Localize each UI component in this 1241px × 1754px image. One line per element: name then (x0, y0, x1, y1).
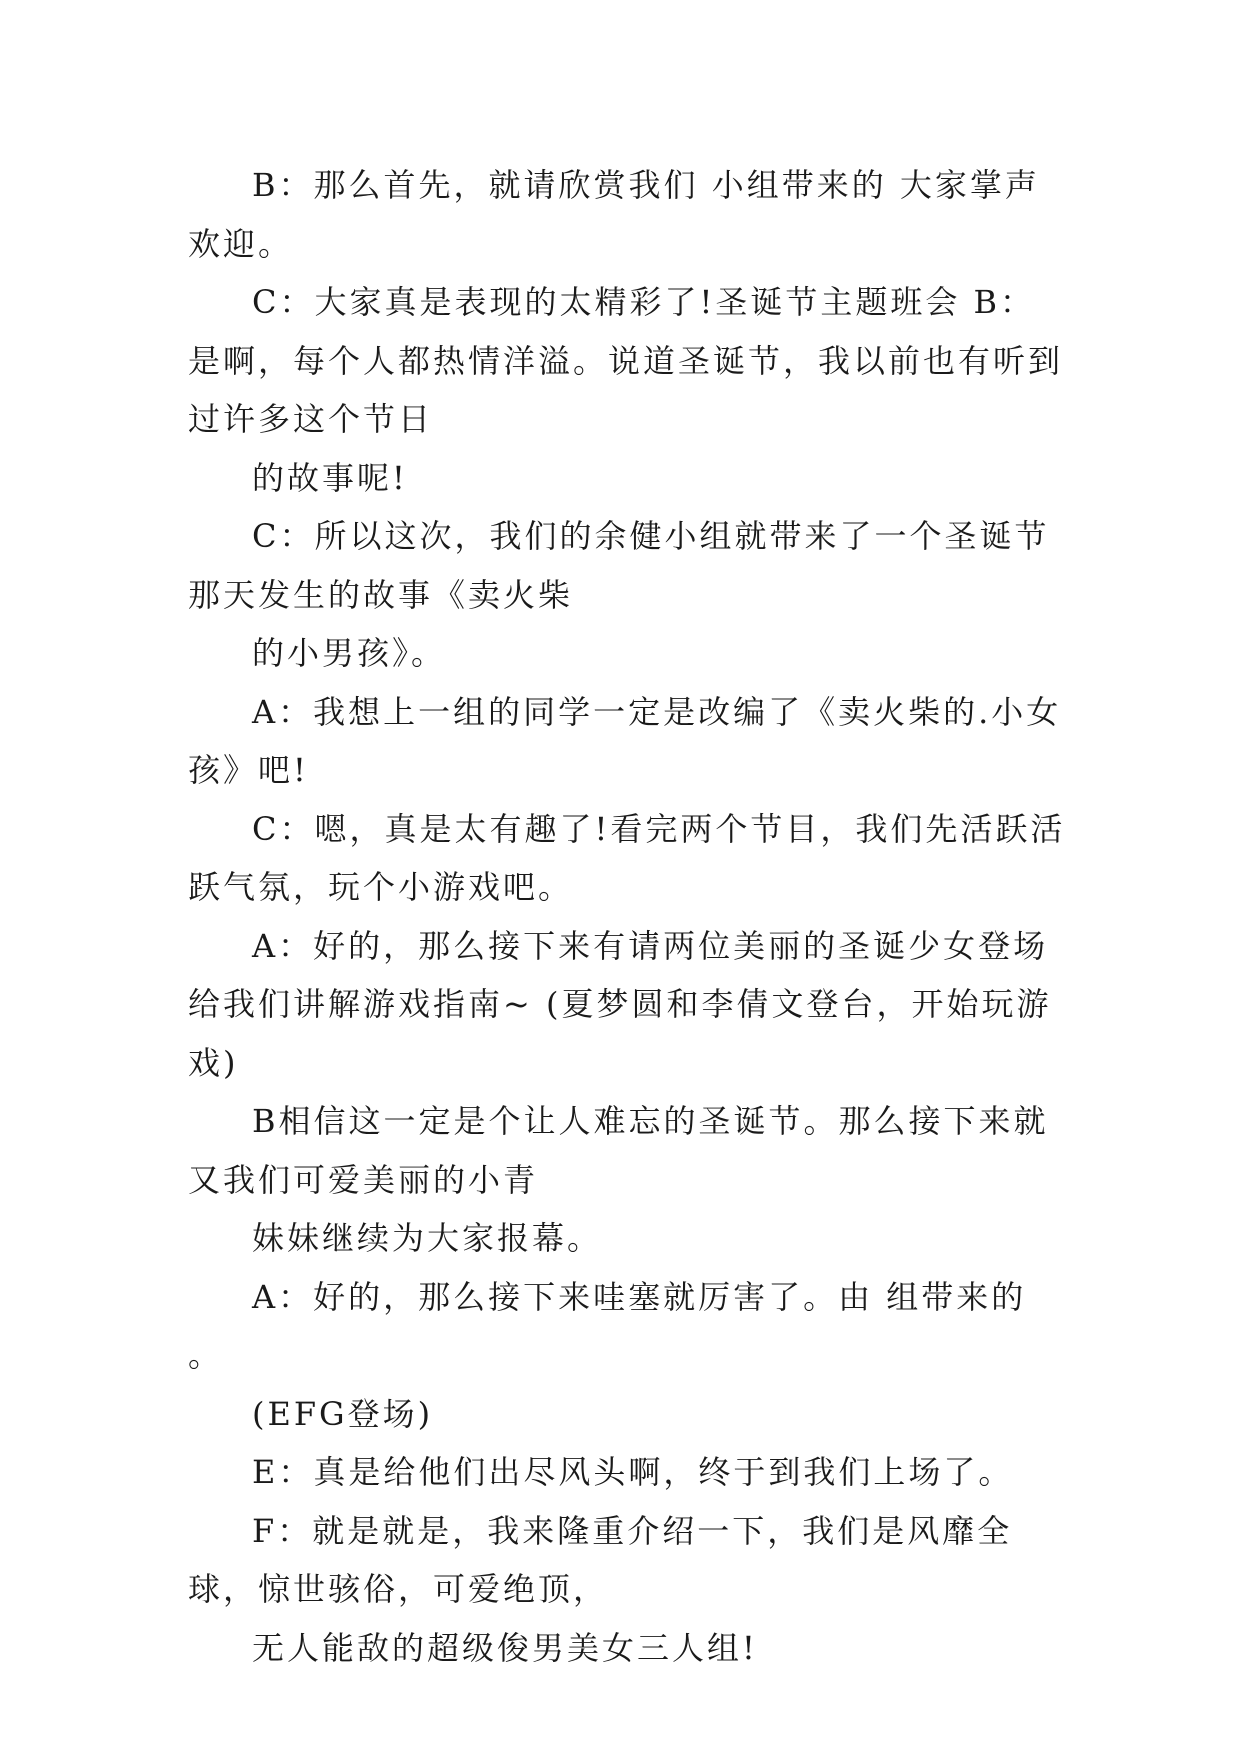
paragraph: 的故事呢! (252, 458, 408, 497)
document-body (188, 156, 1068, 1677)
paragraph: 无人能敌的超级俊男美女三人组! (252, 1628, 758, 1667)
paragraph: (EFG登场) (252, 1394, 434, 1433)
paragraph: E：真是给他们出尽风头啊，终于到我们上场了。 (252, 1453, 1014, 1491)
paragraph: B：那么首先，就请欣赏我们 小组带来的 大家掌声欢迎。 (188, 166, 1040, 263)
paragraph: 妹妹继续为大家报幕。 (252, 1219, 603, 1257)
paragraph: C：嗯，真是太有趣了!看完两个节目，我们先活跃活跃气氛，玩个小游戏吧。 (188, 809, 1066, 906)
paragraph: F：就是就是，我来隆重介绍一下，我们是风靡全球，惊世骇俗，可爱绝顶， (188, 1511, 1013, 1608)
paragraph: C：大家真是表现的太精彩了!圣诞节主题班会 B：是啊，每个人都热情洋溢。说道圣诞节，我以前也有听到过许多这个节日 (188, 283, 1064, 438)
paragraph: 的小男孩》。 (252, 634, 447, 672)
paragraph: B相信这一定是个让人难忘的圣诞节。那么接下来就又我们可爱美丽的小青 (188, 1102, 1049, 1199)
paragraph: C：所以这次，我们的余健小组就带来了一个圣诞节那天发生的故事《卖火柴 (188, 517, 1050, 614)
paragraph: A：我想上一组的同学一定是改编了《卖火柴的.小女孩》吧! (188, 692, 1062, 789)
paragraph: A：好的，那么接下来哇塞就厉害了。由 组带来的 。 (188, 1277, 1027, 1374)
paragraph: A：好的，那么接下来有请两位美丽的圣诞少女登场给我们讲解游戏指南~ (夏梦圆和李倩文登台，开始玩游戏) (188, 926, 1052, 1082)
